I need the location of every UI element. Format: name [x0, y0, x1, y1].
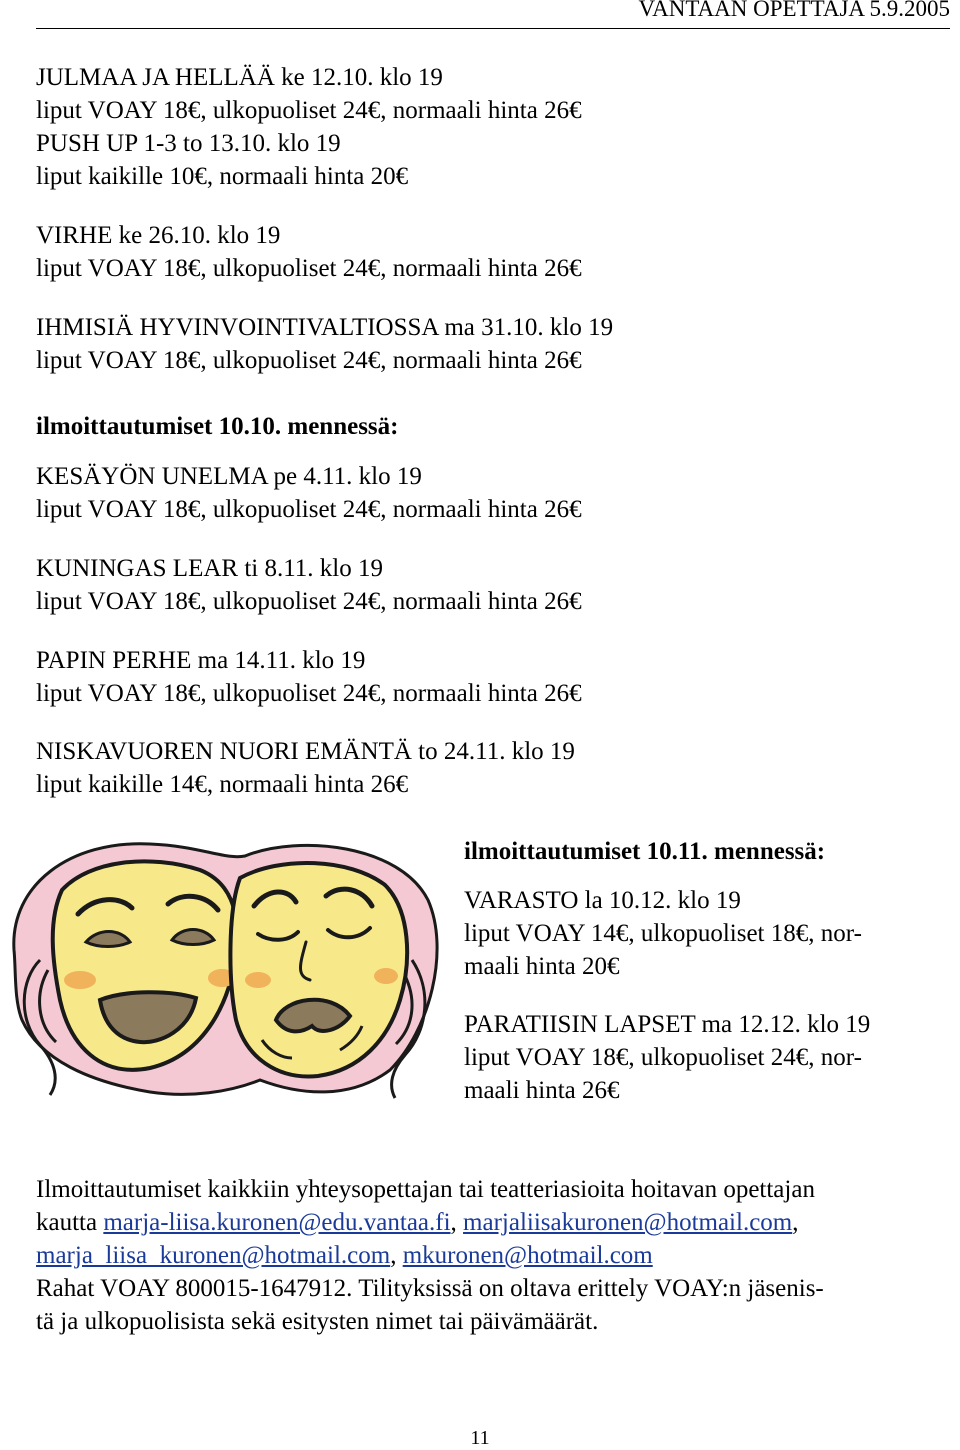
event-prices: liput kaikille 10€, normaali hinta 20€ — [36, 163, 409, 190]
footer-line: tä ja ulkopuolisista sekä esitysten nimet tai päivämäärät. — [36, 1308, 599, 1335]
event-prices: liput kaikille 14€, normaali hinta 26€ — [36, 771, 409, 798]
event-prices: liput VOAY 18€, ulkopuoliset 24€, normaali hinta 26€ — [36, 97, 582, 124]
email-link-hotmail-underscore[interactable]: marja_liisa_kuronen@hotmail.com — [36, 1242, 391, 1269]
event-prices: liput VOAY 18€, ulkopuoliset 24€, normaali hinta 26€ — [36, 255, 582, 282]
event-title: PARATIISIN LAPSET ma 12.12. klo 19 — [464, 1011, 871, 1038]
event-title: JULMAA JA HELLÄÄ ke 12.10. klo 19 — [36, 64, 443, 91]
event-title: KUNINGAS LEAR ti 8.11. klo 19 — [36, 555, 383, 582]
event-prices: liput VOAY 18€, ulkopuoliset 24€, normaali hinta 26€ — [36, 588, 582, 615]
separator: , — [450, 1209, 464, 1236]
email-link-hotmail[interactable]: marjaliisakuronen@hotmail.com — [463, 1209, 793, 1236]
event-title: PUSH UP 1-3 to 13.10. klo 19 — [36, 130, 341, 157]
footer-kautta: kautta — [36, 1209, 104, 1236]
header-title: VANTAAN OPETTAJA 5.9.2005 — [638, 0, 950, 21]
event-prices: liput VOAY 18€, ulkopuoliset 24€, normaali hinta 26€ — [36, 496, 582, 523]
footer-line — [36, 1206, 941, 1239]
event-prices: maali hinta 20€ — [464, 953, 620, 980]
page-header — [36, 0, 950, 29]
footer-line: Rahat VOAY 800015-1647912. Tilityksissä on oltava erittely VOAY:n jäsenis- — [36, 1275, 824, 1302]
separator: , — [390, 1242, 403, 1269]
footer-line — [36, 1239, 941, 1272]
page-number: 11 — [470, 1427, 490, 1449]
email-link-mkuronen[interactable]: mkuronen@hotmail.com — [402, 1242, 653, 1269]
separator: , — [792, 1209, 799, 1236]
event-title: IHMISIÄ HYVINVOINTIVALTIOSSA ma 31.10. klo 19 — [36, 314, 614, 341]
email-link-edu[interactable]: marja-liisa.kuronen@edu.vantaa.fi — [103, 1209, 451, 1236]
event-title: NISKAVUOREN NUORI EMÄNTÄ to 24.11. klo 19 — [36, 738, 575, 765]
deadline-heading: ilmoittautumiset 10.10. mennessä: — [36, 413, 399, 440]
event-title: VIRHE ke 26.10. klo 19 — [36, 222, 281, 249]
event-prices: maali hinta 26€ — [464, 1077, 620, 1104]
registration-info — [36, 1173, 941, 1338]
event-title: VARASTO la 10.12. klo 19 — [464, 887, 741, 914]
event-title: KESÄYÖN UNELMA pe 4.11. klo 19 — [36, 463, 422, 490]
event-title: PAPIN PERHE ma 14.11. klo 19 — [36, 647, 366, 674]
event-prices: liput VOAY 18€, ulkopuoliset 24€, normaali hinta 26€ — [36, 347, 582, 374]
event-prices: liput VOAY 14€, ulkopuoliset 18€, nor- — [464, 920, 862, 947]
event-prices: liput VOAY 18€, ulkopuoliset 24€, normaali hinta 26€ — [36, 680, 582, 707]
event-prices: liput VOAY 18€, ulkopuoliset 24€, nor- — [464, 1044, 862, 1071]
deadline-heading: ilmoittautumiset 10.11. mennessä: — [464, 838, 826, 865]
theatre-masks-icon — [0, 830, 440, 1100]
footer-line: Ilmoittautumiset kaikkiin yhteysopettajan tai teatteriasioita hoitavan opettajan — [36, 1176, 815, 1203]
